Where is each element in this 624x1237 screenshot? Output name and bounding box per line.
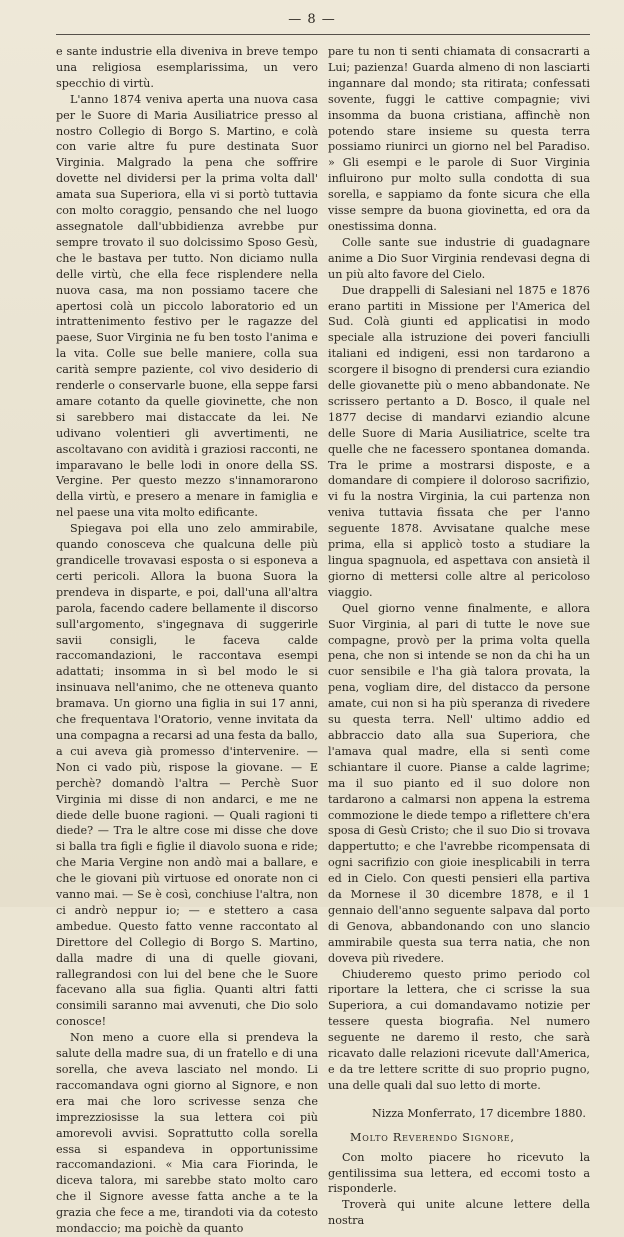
page-number: — 8 — (288, 12, 336, 27)
paragraph: Due drappelli di Salesiani nel 1875 e 1876 erano partiti in Missione per l'America del Sud. Colà giunti ed applicatisi in modo speciale alla istruzione dei poveri fanciulli italiani ed indigeni, essi non tardarono a scorgere il bisogno di prendersi cura eziandio delle giovanette più o meno abbandonate. Ne scrissero pertanto a D. Bosco, il quale nel 1877 decise di mandarvi eziandio alcune delle Suore di Maria Ausiliatrice, scelte tra quelle che ne facessero spontanea domanda. Tra le prime a mostrarsi disposte, e a domandare di compiere il doloroso sacrifizio, vi fu la nostra Virginia, la cui partenza non veniva tuttavia fissata che per l'anno seguente 1878. Avvisatane qualche mese prima, ella si applicò tosto a studiare la lingua spagnuola, ed aspettava con ansietà il giorno di mettersi colle altre al pericoloso viaggio. (328, 283, 590, 599)
letter-salutation: Molto Reverendo Signore, (350, 1130, 515, 1144)
paragraph: Spiegava poi ella uno zelo ammirabile, quando conosceva che qualcuna delle più grandicelle trovavasi esposta o si esponeva a certi pericoli. Allora la buona Suora la prendeva in disparte, e poi, dall'una all'altra parola, facendo cadere bellamente il discorso sull'argomento, s'ingegnava di suggerirle savii consigli, le faceva calde raccomandazioni, le raccontava esempi adattati; insomma in sì bel modo le si insinuava nell'animo, che ne otteneva quanto bramava. Un giorno una figlia in sui 17 anni, che frequentava l'Oratorio, venne invitata da una compagna a recarsi ad una festa da ballo, a cui aveva già promesso d'intervenire. — Non ci vado più, rispose la giovane. — E perchè? domandò l'altra — Perchè Suor Virginia mi disse di non andarci, e me ne diede delle buone ragioni. — Quali ragioni ti diede? — Tra le altre cose mi disse che dove si balla tra figli e figlie il diavolo suona e ride; che Maria Vergine non andò mai a ballare, e che le giovani più virtuose ed onorate non ci vanno mai. — Se è così, conchiuse l'altra, non ci andrò neppur io; — e stettero a casa ambedue. Questo fatto venne raccontato al Direttore del Collegio di Borgo S. Martino, dalla madre di una di quelle giovani, rallegrandosi con lui del bene che le Suore facevano alla sua figlia. Quanti altri fatti consimili saranno mai avvenuti, che Dio solo conosce! (56, 522, 318, 1029)
header-rule (56, 34, 590, 35)
paragraph: Chiuderemo questo primo periodo col riportare la lettera, che ci scrisse la sua Superiora, a cui domandavamo notizie per tessere questa biografia. Nel numero seguente ne daremo il resto, che sarà ricavato dalle relazioni ricevute dall'America, e da tre lettere scritte di suo proprio pugno, una delle quali dal suo letto di morte. (328, 967, 590, 1092)
paragraph: e sante industrie ella diveniva in breve tempo una religiosa esemplarissima, un vero specchio di virtù. (56, 45, 318, 90)
right-column (328, 44, 590, 1229)
paragraph: Colle sante sue industrie di guadagnare anime a Dio Suor Virginia rendevasi degna di un più alto favore del Cielo. (328, 235, 590, 281)
paragraph: Non meno a cuore ella si prendeva la salute della madre sua, di un fratello e di una sorella, che aveva lasciato nel mondo. Li raccomandava ogni giorno al Signore, e non era mai che loro scrivesse senza che imprezziosisse la sua lettera coi più amorevoli avvisi. Soprattutto colla sorella essa si espandeva in opportunissime raccomandazioni. « Mia cara Fiorinda, le diceva talora, mi sarebbe stato molto caro che il Signore avesse fatta anche a te la grazia che fece a me, tirandoti via da cotesto mondaccio; ma poichè da quanto (56, 1031, 318, 1236)
letter-date: Nizza Monferrato, 17 dicembre 1880. (372, 1106, 586, 1120)
left-column (56, 44, 318, 1237)
paragraph: Quel giorno venne finalmente, e allora Suor Virginia, al pari di tutte le nove sue compagne, provò per la prima volta quella pena, che non si intende se non da chi ha un cuor sensibile e l'ha già talora provata, la pena, vogliam dire, del distacco da persone amate, cui non si ha più speranza di rivedere su questa terra. Nell' ultimo addio ed abbraccio dato alla sua Superiora, che l'amava qual madre, ella si sentì come schiantare il cuore. Pianse a calde lagrime; ma il suo pianto ed il suo dolore non tardarono a calmarsi non appena la estrema commozione le diede tempo a riflettere ch'era sposa di Gesù Cristo; che il suo Dio si trovava dappertutto; e che l'avrebbe ricompensata di ogni sacrifizio con gioie inesplicabili in terra ed in Cielo. Con questi pensieri ella partiva da Mornese il 30 dicembre 1878, e il 1 gennaio dell'anno seguente salpava dal porto di Genova, abbandonando con uno slancio ammirabile questa sua terra natia, che non doveva più rivedere. (328, 601, 590, 965)
letter-paragraph: Con molto piacere ho ricevuto la gentilissima sua lettera, ed eccomi tosto a risponderle. (328, 1150, 590, 1196)
paragraph: L'anno 1874 veniva aperta una nuova casa per le Suore di Maria Ausiliatrice presso al nostro Collegio di Borgo S. Martino, e colà con varie altre fu pure destinata Suor Virginia. Malgrado la pena che soffrire dovette nel dividersi per la prima volta dall' amata sua Superiora, ella vi si portò tuttavia con molto coraggio, pensando che nel luogo assegnatole dall'ubbidienza avrebbe pur sempre trovato il suo dolcissimo Sposo Gesù, che le bastava per tutto. Non diciamo nulla delle virtù, che ella fece risplendere nella nuova casa, ma non possiamo tacere che apertosi colà un piccolo laboratorio ed un intrattenimento festivo per le ragazze del paese, Suor Virginia ne fu ben tosto l'anima e la vita. Colle sue belle maniere, colla sua carità sempre paziente, col vivo desiderio di renderle o conservarle buone, ella seppe farsi amare cotanto da quelle giovinette, che non si sarebbero mai distaccate da lei. Ne udivano volentieri gli avvertimenti, ne ascoltavano con avidità i graziosi racconti, ne imparavano le belle lodi in onore della SS. Vergine. Per questo mezzo s'innamorarono della virtù, e presero a menare in famiglia e nel paese una vita molto edificante. (56, 92, 318, 520)
letter-paragraph: Troverà qui unite alcune lettere della nostra (328, 1198, 590, 1228)
paragraph: pare tu non ti senti chiamata di consacrarti a Lui; pazienza! Guarda almeno di non lasciarti ingannare dal mondo; sta ritirata; confessati sovente, fuggi le cattive compagnie; vivi insomma da buona cristiana, affinchè non potendo stare insieme su questa terra possiamo riunirci un giorno nel bel Paradiso. » Gli esempi e le parole di Suor Virginia influirono pur molto sulla condotta di sua sorella, e sappiamo da fonte sicura che ella visse sempre da buona giovinetta, ed ora da onestissima donna. (328, 45, 590, 233)
